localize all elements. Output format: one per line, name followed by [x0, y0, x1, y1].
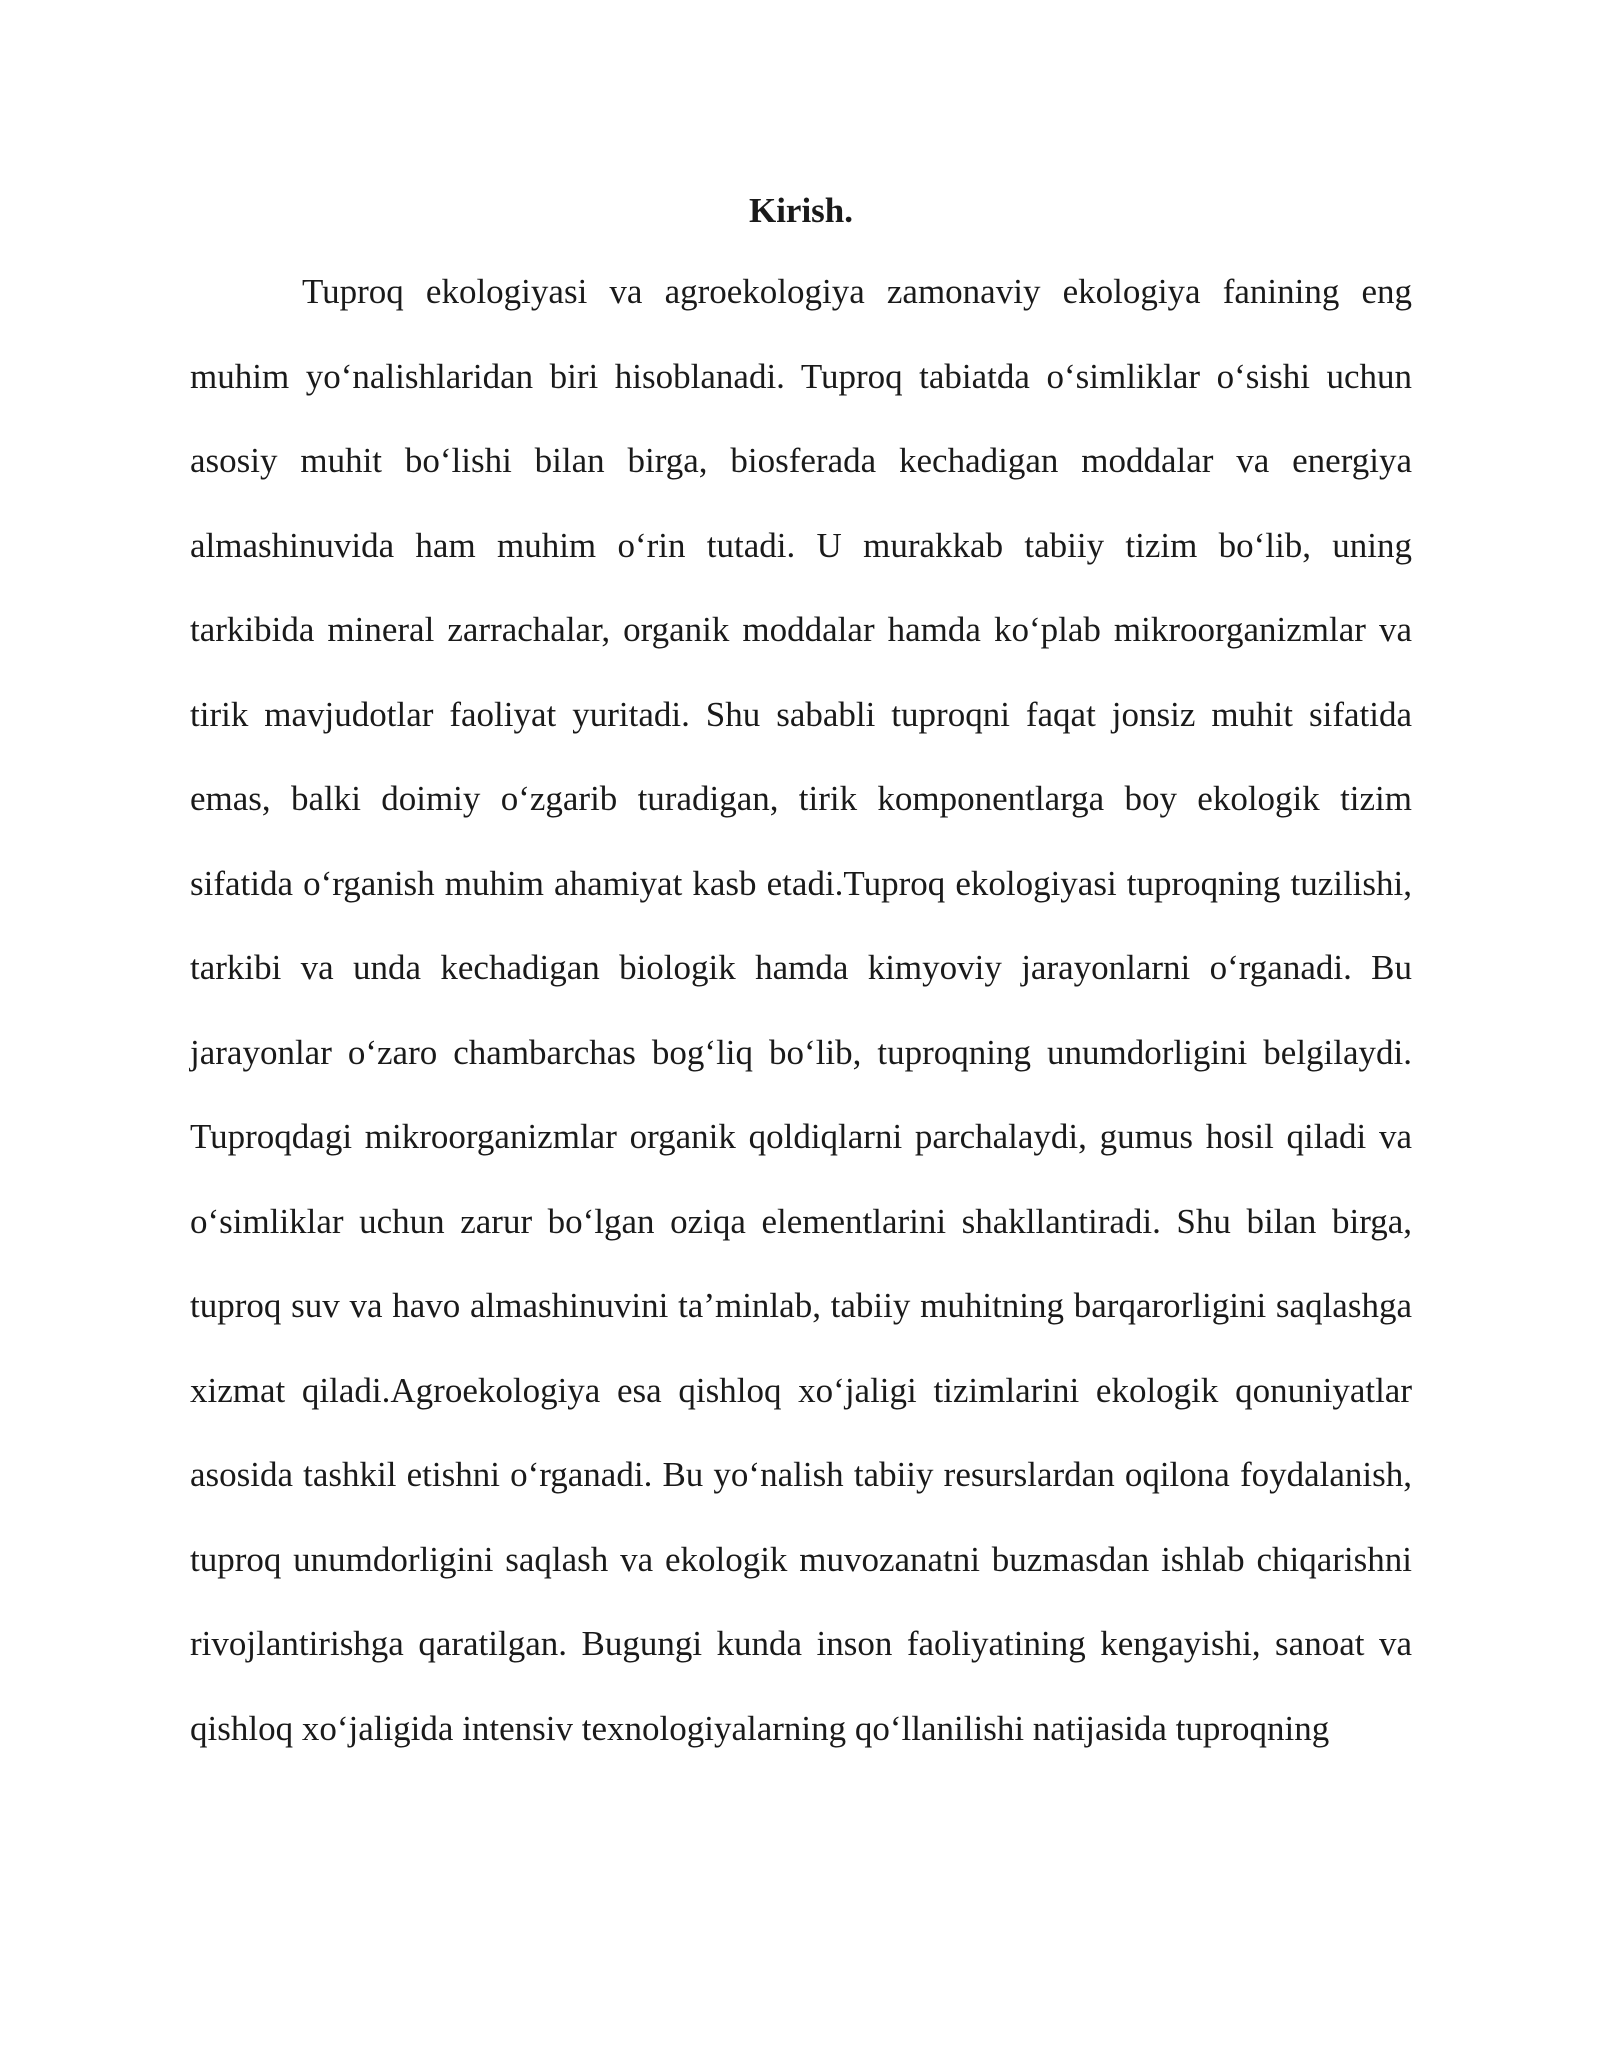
document-body: [190, 186, 1412, 1771]
body-paragraph: Tuproq ekologiyasi va agroekologiya zamonaviy ekologiya fanining eng muhim yo‘nalishlaridan biri hisoblanadi. Tuproq tabiatda o‘simliklar o‘sishi uchun asosiy muhit bo‘lishi bilan birga, biosferada kechadigan moddalar va energiya almashinuvida ham muhim o‘rin tutadi. U murakkab tabiiy tizim bo‘lib, uning tarkibida mineral zarrachalar, organik moddalar hamda ko‘plab mikroorganizmlar va tirik mavjudotlar faoliyat yuritadi. Shu sababli tuproqni faqat jonsiz muhit sifatida emas, balki doimiy o‘zgarib turadigan, tirik komponentlarga boy ekologik tizim sifatida o‘rganish muhim ahamiyat kasb etadi.Tuproq ekologiyasi tuproqning tuzilishi, tarkibi va unda kechadigan biologik hamda kimyoviy jarayonlarni o‘rganadi. Bu jarayonlar o‘zaro chambarchas bog‘liq bo‘lib, tuproqning unumdorligini belgilaydi. Tuproqdagi mikroorganizmlar organik qoldiqlarni parchalaydi, gumus hosil qiladi va o‘simliklar uchun zarur bo‘lgan oziqa elementlarini shakllantiradi. Shu bilan birga, tuproq suv va havo almashinuvini ta’minlab, tabiiy muhitning barqarorligini saqlashga xizmat qiladi.Agroekologiya esa qishloq xo‘jaligi tizimlarini ekologik qonuniyatlar asosida tashkil etishni o‘rganadi. Bu yo‘nalish tabiiy resurslardan oqilona foydalanish, tuproq unumdorligini saqlash va ekologik muvozanatni buzmasdan ishlab chiqarishni rivojlantirishga qaratilgan. Bugungi kunda inson faoliyatining kengayishi, sanoat va qishloq xo‘jaligida intensiv texnologiyalarning qo‘llanilishi natijasida tuproqning: [190, 272, 1412, 1748]
page-title: Kirish.: [748, 191, 854, 230]
